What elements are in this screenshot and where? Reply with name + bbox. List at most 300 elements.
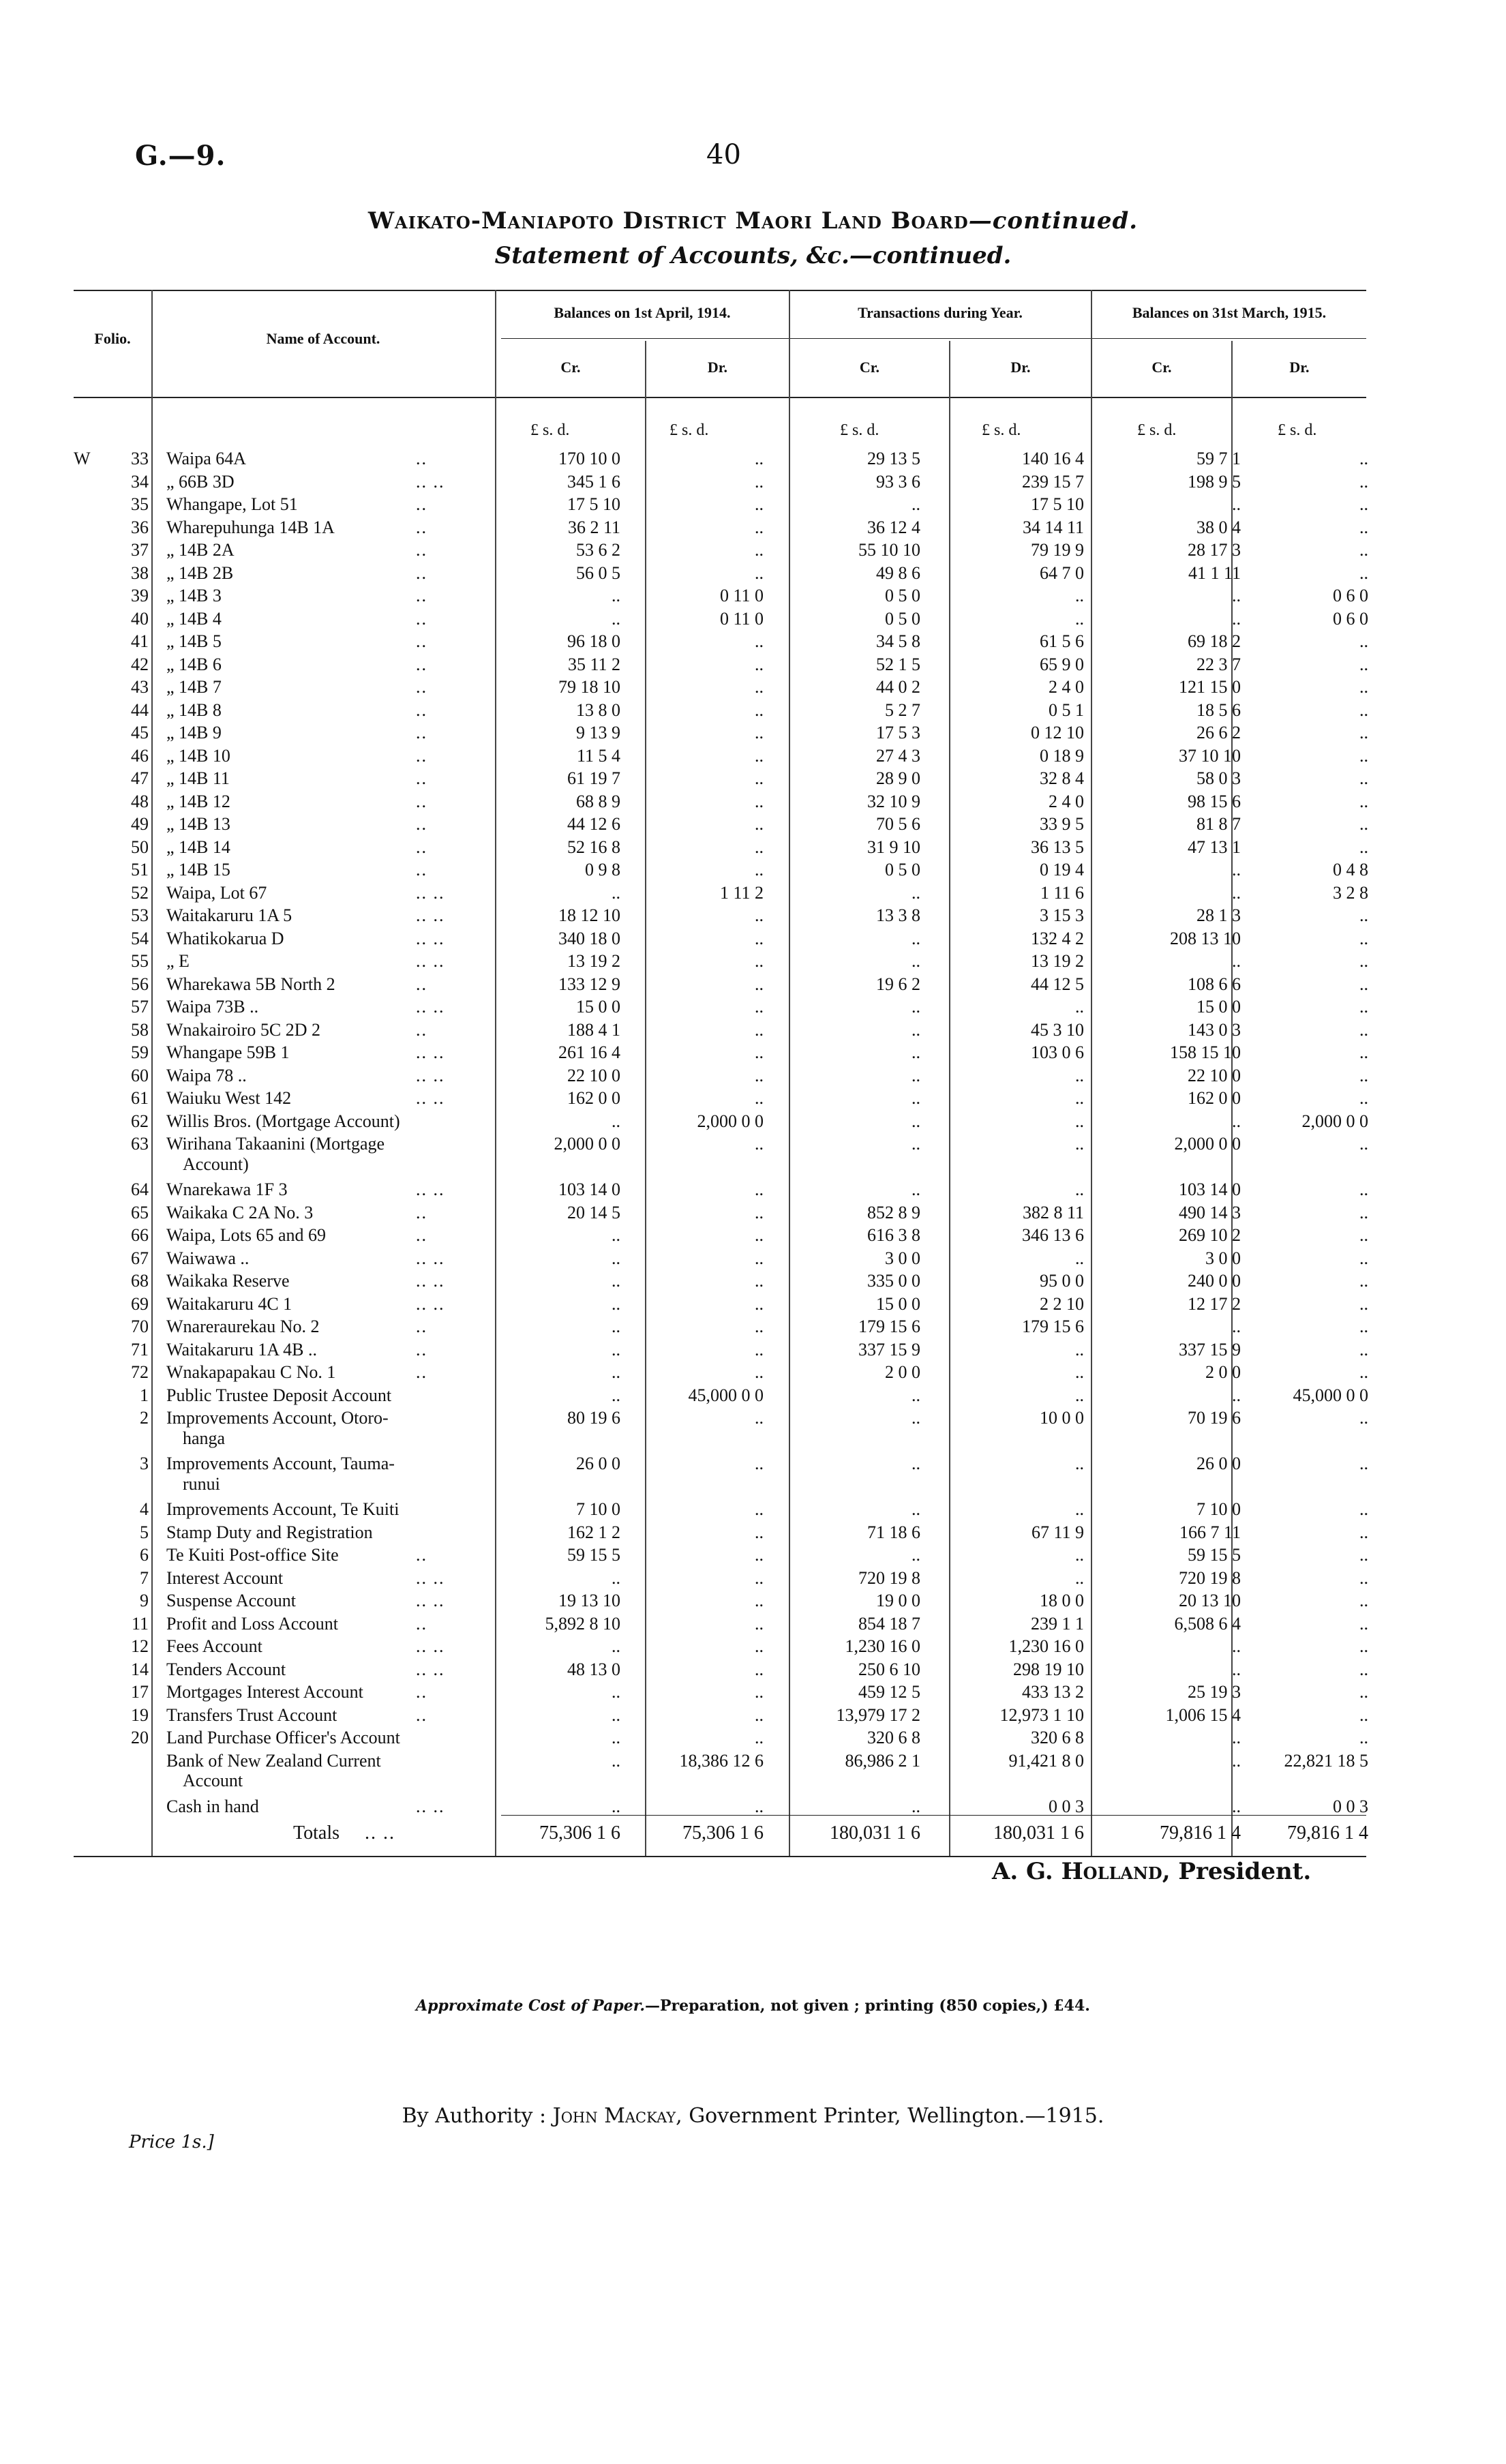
cost-note-label: Approximate Cost of Paper. [416, 1997, 645, 2015]
trans-cr: .. [912, 1454, 920, 1473]
bal-1914-dr: .. [755, 791, 764, 811]
account-name: Te Kuiti Post-office Site [166, 1545, 339, 1565]
bal-1914-cr: 162 0 0 [567, 1088, 620, 1108]
bal-1914-dr: .. [755, 494, 764, 514]
bal-1914-dr: .. [755, 654, 764, 674]
account-name: Wnarekawa 1F 3 [166, 1180, 288, 1199]
bal-1914-cr: 35 11 2 [567, 654, 620, 674]
bal-1914-cr: .. [612, 1636, 620, 1656]
bal-1915-cr: .. [1232, 1111, 1241, 1131]
folio-number: 52 [131, 882, 149, 903]
account-name: „ 14B 4 [166, 608, 222, 629]
bal-1915-cr: 2 0 0 [1205, 1362, 1241, 1382]
title-main: Waikato-Maniapoto District Maori Land Board [367, 207, 969, 235]
units-1915-dr: £ s. d. [1278, 421, 1317, 439]
folio-number: 11 [131, 1613, 149, 1634]
table-row [0, 470, 1506, 493]
trans-cr: .. [912, 951, 920, 971]
cost-note [0, 1997, 1506, 2015]
bal-1915-cr: 25 19 3 [1188, 1682, 1241, 1702]
bal-1915-dr: 0 6 0 [1333, 608, 1368, 629]
folio-number: 9 [140, 1591, 149, 1610]
bal-1914-dr: .. [755, 677, 764, 697]
table-row [0, 927, 1506, 950]
trans-dr: 346 13 6 [1022, 1225, 1084, 1245]
bal-1915-dr: .. [1359, 1202, 1368, 1222]
leader-dots: .. [416, 608, 427, 629]
trans-cr: 15 0 0 [876, 1293, 920, 1314]
bal-1915-dr: .. [1359, 745, 1368, 766]
account-name: Waikaka Reserve [166, 1271, 290, 1291]
table-row [0, 836, 1506, 858]
table-row [0, 1132, 1506, 1155]
table-row [0, 767, 1506, 790]
trans-cr: .. [912, 882, 920, 903]
trans-cr: 13,979 17 2 [836, 1704, 920, 1725]
bal-1915-cr: 12 17 2 [1188, 1293, 1241, 1314]
trans-dr: 2 2 10 [1040, 1293, 1084, 1314]
bal-1914-dr: .. [755, 1728, 764, 1747]
bal-1914-cr: 52 16 8 [567, 837, 620, 857]
trans-dr: 1,230 16 0 [1008, 1636, 1084, 1656]
table-row [0, 676, 1506, 698]
bal-1915-dr: .. [1359, 700, 1368, 720]
folio-number: 70 [131, 1317, 149, 1336]
table-bottom-rule [74, 1856, 1366, 1857]
leader-dots: .. .. [416, 471, 445, 492]
table-row [0, 630, 1506, 652]
bal-1915-dr: .. [1359, 562, 1368, 583]
bal-1915-dr: .. [1359, 928, 1368, 948]
bal-1915-cr: 70 19 6 [1188, 1408, 1241, 1428]
trans-dr: 1 11 6 [1040, 882, 1084, 903]
trans-cr: 335 0 0 [867, 1271, 920, 1291]
account-name: Wnakapapakau C No. 1 [166, 1362, 336, 1382]
bal-1915-cr: .. [1232, 608, 1241, 629]
leader-dots: .. [416, 745, 427, 766]
bal-1914-cr: 5,892 8 10 [545, 1613, 620, 1634]
bal-1914-cr: 68 8 9 [576, 791, 620, 811]
folio-number: 7 [140, 1567, 149, 1588]
leader-dots: .. .. [416, 1042, 445, 1062]
bal-1914-dr: .. [755, 1454, 764, 1473]
folio-number: 49 [131, 814, 149, 834]
folio-number: 47 [131, 768, 149, 788]
bal-1914-cr: .. [612, 1225, 620, 1245]
account-name: „ 14B 12 [166, 791, 230, 811]
bal-1914-dr: .. [755, 1591, 764, 1610]
account-name: Wnareraurekau No. 2 [166, 1317, 320, 1336]
trans-dr: 67 11 9 [1031, 1522, 1084, 1542]
account-name: Waitakaruru 1A 5 [166, 905, 292, 925]
trans-cr: 70 5 6 [876, 814, 920, 834]
bal-1914-cr: 36 2 11 [567, 517, 620, 537]
printer-authority [0, 2104, 1506, 2128]
bal-1915-cr: 22 10 0 [1188, 1065, 1241, 1085]
folio-number: 2 [140, 1408, 149, 1428]
trans-cr: .. [912, 1042, 920, 1062]
bal-1915-cr: .. [1232, 1796, 1241, 1816]
bal-1914-cr: 61 19 7 [567, 768, 620, 788]
bal-1915-cr: 198 9 5 [1188, 471, 1241, 492]
trans-dr: 179 15 6 [1022, 1317, 1084, 1336]
bal-1915-dr: .. [1359, 1065, 1368, 1085]
leader-dots: .. [416, 1682, 427, 1702]
bal-1915-dr: .. [1359, 1545, 1368, 1565]
folio-number: 69 [131, 1293, 149, 1314]
bal-1914-dr: 1 11 2 [719, 882, 764, 903]
total-1915-dr: 79,816 1 4 [1287, 1822, 1368, 1844]
bal-1914-cr: 15 0 0 [576, 997, 620, 1017]
totals-row [0, 1822, 1506, 1844]
bal-1914-cr: 345 1 6 [567, 471, 620, 492]
folio-number: 3 [140, 1454, 149, 1473]
trans-cr: 28 9 0 [876, 768, 920, 788]
totals-label: Totals [293, 1822, 340, 1844]
trans-cr: .. [912, 1499, 920, 1519]
signature-name: Holland [1061, 1858, 1162, 1885]
bal-1915-dr: .. [1359, 1659, 1368, 1679]
leader-dots: .. [416, 1317, 427, 1336]
table-row-continuation [0, 1769, 1506, 1792]
bal-1915-dr: .. [1359, 974, 1368, 994]
bal-1915-cr: 240 0 0 [1188, 1271, 1241, 1291]
bal-1914-dr: .. [755, 951, 764, 971]
header-cr-1914: Cr. [560, 359, 581, 376]
folio-number: 36 [131, 517, 149, 537]
bal-1915-cr: 41 1 11 [1188, 562, 1241, 583]
bal-1914-dr: .. [755, 1796, 764, 1816]
header-cr-1915: Cr. [1151, 359, 1172, 376]
bal-1915-dr: .. [1359, 1019, 1368, 1040]
trans-cr: .. [912, 1134, 920, 1154]
trans-dr: .. [1075, 997, 1084, 1017]
account-name-continuation: Account [183, 1771, 243, 1790]
bal-1914-cr: .. [612, 608, 620, 629]
trans-cr: 27 4 3 [876, 745, 920, 766]
trans-cr: 2 0 0 [885, 1362, 920, 1382]
folio-number: 61 [131, 1088, 149, 1108]
account-name: Waitakaruru 4C 1 [166, 1293, 292, 1314]
leader-dots: .. [416, 1613, 427, 1634]
trans-cr: 320 6 8 [867, 1728, 920, 1747]
folio-number: 39 [131, 586, 149, 605]
folio-number: 46 [131, 745, 149, 766]
account-name: Waipa 73B .. [166, 997, 259, 1017]
trans-cr: 31 9 10 [867, 837, 920, 857]
bal-1914-dr: .. [755, 905, 764, 925]
folio-number: 72 [131, 1362, 149, 1382]
trans-dr: 103 0 6 [1031, 1042, 1084, 1062]
leader-dots: .. [416, 631, 427, 651]
signature [992, 1858, 1311, 1885]
table-row [0, 1315, 1506, 1338]
table-row [0, 882, 1506, 904]
bal-1914-dr: .. [755, 449, 764, 468]
header-folio: Folio. [94, 330, 131, 347]
bal-1915-cr: 269 10 2 [1179, 1225, 1241, 1245]
table-row [0, 1269, 1506, 1292]
folio-number: 57 [131, 997, 149, 1017]
trans-cr: .. [912, 1180, 920, 1199]
trans-dr: 140 16 4 [1022, 449, 1084, 468]
leader-dots: .. [416, 974, 427, 994]
trans-dr: 12,973 1 10 [999, 1704, 1084, 1725]
trans-cr: 34 5 8 [876, 631, 920, 651]
account-name: Wharepuhunga 14B 1A [166, 517, 335, 537]
table-row-continuation [0, 1153, 1506, 1175]
bal-1914-cr: 53 6 2 [576, 540, 620, 560]
table-row [0, 721, 1506, 744]
bal-1915-dr: .. [1359, 1682, 1368, 1702]
header-dr-1915: Dr. [1289, 359, 1310, 376]
leader-dots: .. [416, 562, 427, 583]
trans-cr: 55 10 10 [858, 540, 920, 560]
bal-1915-cr: 18 5 6 [1196, 700, 1241, 720]
bal-1915-dr: .. [1359, 1293, 1368, 1314]
trans-dr: 0 5 1 [1049, 700, 1084, 720]
folio-number: 54 [131, 928, 149, 948]
bal-1914-cr: 96 18 0 [567, 631, 620, 651]
trans-dr: .. [1075, 1088, 1084, 1108]
table-row [0, 1041, 1506, 1064]
bal-1914-dr: .. [755, 1567, 764, 1588]
table-row [0, 562, 1506, 584]
trans-dr: 10 0 0 [1040, 1408, 1084, 1428]
bal-1914-dr: .. [755, 1499, 764, 1519]
trans-cr: 3 0 0 [885, 1248, 920, 1268]
folio-prefix: W [74, 449, 91, 468]
units-1914-dr: £ s. d. [669, 421, 709, 439]
trans-cr: 13 3 8 [876, 905, 920, 925]
folio-number: 60 [131, 1065, 149, 1085]
leader-dots: .. [416, 723, 427, 742]
leader-dots: .. [416, 517, 427, 537]
title-suffix: —continued. [968, 207, 1139, 235]
folio-number: 42 [131, 654, 149, 674]
bal-1914-cr: 261 16 4 [558, 1042, 620, 1062]
bal-1915-dr: .. [1359, 1271, 1368, 1291]
table-row-continuation [0, 1473, 1506, 1495]
signature-title: , President. [1162, 1858, 1312, 1885]
table-row [0, 904, 1506, 927]
bal-1915-dr: .. [1359, 791, 1368, 811]
bal-1915-cr: .. [1232, 1317, 1241, 1336]
leader-dots: .. [416, 1339, 427, 1359]
bal-1914-cr: 22 10 0 [567, 1065, 620, 1085]
trans-dr: 17 5 10 [1031, 494, 1084, 514]
bal-1914-cr: .. [612, 1567, 620, 1588]
trans-dr: 298 19 10 [1013, 1659, 1084, 1679]
table-row [0, 1407, 1506, 1429]
bal-1914-cr: 18 12 10 [558, 905, 620, 925]
bal-1915-dr: 0 0 3 [1333, 1796, 1368, 1816]
trans-cr: 250 6 10 [858, 1659, 920, 1679]
account-name: Transfers Trust Account [166, 1704, 337, 1725]
bal-1915-dr: .. [1359, 1225, 1368, 1245]
bal-1915-cr: 20 13 10 [1179, 1591, 1241, 1610]
bal-1915-dr: .. [1359, 1704, 1368, 1725]
bal-1915-dr: .. [1359, 1728, 1368, 1747]
bal-1914-dr: .. [755, 562, 764, 583]
account-name: Tenders Account [166, 1659, 286, 1679]
table-row [0, 516, 1506, 539]
trans-cr: 852 8 9 [867, 1202, 920, 1222]
folio-number: 37 [131, 540, 149, 560]
bal-1914-dr: 2,000 0 0 [697, 1111, 764, 1131]
bal-1915-dr: .. [1359, 1591, 1368, 1610]
authority-printer: John Mackay [552, 2104, 676, 2128]
leader-dots: .. [416, 540, 427, 560]
folio-number: 38 [131, 562, 149, 583]
bal-1915-dr: .. [1359, 540, 1368, 560]
table-row [0, 584, 1506, 607]
bal-1915-dr: .. [1359, 631, 1368, 651]
trans-dr: 44 12 5 [1031, 974, 1084, 994]
total-1915-cr: 79,816 1 4 [1160, 1822, 1241, 1844]
bal-1914-dr: .. [755, 814, 764, 834]
account-name: Waipa, Lots 65 and 69 [166, 1225, 327, 1245]
bal-1914-dr: 18,386 12 6 [679, 1750, 764, 1771]
folio-number: 20 [131, 1728, 149, 1747]
bal-1914-dr: .. [755, 1088, 764, 1108]
trans-dr: 18 0 0 [1040, 1591, 1084, 1610]
trans-dr: 320 6 8 [1031, 1728, 1084, 1747]
bal-1915-dr: .. [1359, 723, 1368, 742]
bal-1914-dr: .. [755, 1248, 764, 1268]
account-name: Public Trustee Deposit Account [166, 1385, 392, 1405]
table-row-continuation [0, 1427, 1506, 1449]
bal-1914-cr: 9 13 9 [576, 723, 620, 742]
account-name: Improvements Account, Otoro- [166, 1408, 389, 1428]
bal-1915-cr: 2,000 0 0 [1174, 1134, 1241, 1154]
account-name: „ 14B 14 [166, 837, 230, 857]
trans-cr: 459 12 5 [858, 1682, 920, 1702]
account-name: „ 14B 2B [166, 562, 234, 583]
account-name: „ 14B 9 [166, 723, 222, 742]
bal-1915-cr: .. [1232, 1659, 1241, 1679]
account-name: „ 14B 11 [166, 768, 230, 788]
bal-1914-dr: .. [755, 745, 764, 766]
bal-1914-dr: .. [755, 723, 764, 742]
table-row [0, 790, 1506, 813]
account-name: Waiwawa .. [166, 1248, 250, 1268]
bal-1915-dr: .. [1359, 677, 1368, 697]
folio-number: 35 [131, 494, 149, 514]
table-row [0, 1019, 1506, 1041]
leader-dots: .. [416, 1225, 427, 1245]
folio-number: 71 [131, 1339, 149, 1359]
bal-1914-dr: .. [755, 1317, 764, 1336]
trans-dr: 64 7 0 [1040, 562, 1084, 583]
folio-number: 53 [131, 905, 149, 925]
account-name: Whatikokarua D [166, 928, 284, 948]
bal-1915-dr: .. [1359, 837, 1368, 857]
folio-number: 14 [131, 1659, 149, 1679]
account-name: Bank of New Zealand Current [166, 1750, 381, 1771]
totals-dots: .. .. [365, 1822, 395, 1844]
bal-1915-dr: .. [1359, 951, 1368, 971]
table-row [0, 653, 1506, 676]
bal-1914-cr: 13 8 0 [576, 700, 620, 720]
trans-cr: 49 8 6 [876, 562, 920, 583]
bal-1915-cr: 98 15 6 [1188, 791, 1241, 811]
table-row [0, 493, 1506, 515]
bal-1915-cr: .. [1232, 1636, 1241, 1656]
trans-cr: .. [912, 997, 920, 1017]
bal-1914-cr: 11 5 4 [576, 745, 620, 766]
leader-dots: .. [416, 654, 427, 674]
bal-1914-cr: .. [612, 1248, 620, 1268]
account-name-continuation: hanga [183, 1428, 226, 1448]
folio-number: 59 [131, 1042, 149, 1062]
trans-dr: .. [1075, 1454, 1084, 1473]
bal-1915-cr: 7 10 0 [1196, 1499, 1241, 1519]
bal-1914-cr: .. [612, 882, 620, 903]
folio-number: 58 [131, 1019, 149, 1040]
cost-note-text: —Preparation, not given ; printing (850 copies,) £44. [644, 1997, 1090, 2015]
account-name: „ 14B 3 [166, 586, 222, 605]
folio-number: 41 [131, 631, 149, 651]
table-row [0, 1361, 1506, 1383]
folio-number: 45 [131, 723, 149, 742]
folio-number: 43 [131, 677, 149, 697]
total-trans-dr: 180,031 1 6 [993, 1822, 1084, 1844]
account-name: Waikaka C 2A No. 3 [166, 1202, 314, 1222]
table-row [0, 607, 1506, 630]
table-row [0, 1384, 1506, 1407]
bal-1914-cr: 80 19 6 [567, 1408, 620, 1428]
trans-dr: 36 13 5 [1031, 837, 1084, 857]
folio-number: 34 [131, 471, 149, 492]
account-name: „ 14B 5 [166, 631, 222, 651]
bal-1915-dr: .. [1359, 768, 1368, 788]
bal-1914-dr: .. [755, 1408, 764, 1428]
bal-1915-dr: .. [1359, 1636, 1368, 1656]
table-row [0, 539, 1506, 561]
header-balances-1915: Balances on 31st March, 1915. [1132, 304, 1327, 321]
bal-1914-dr: .. [755, 768, 764, 788]
table-row [0, 1293, 1506, 1315]
bal-1915-dr: 22,821 18 5 [1284, 1750, 1368, 1771]
trans-dr: .. [1075, 608, 1084, 629]
bal-1914-dr: .. [755, 471, 764, 492]
leader-dots: .. [416, 494, 427, 514]
bal-1915-cr: 166 7 11 [1179, 1522, 1241, 1542]
account-name-continuation: Account) [183, 1154, 249, 1174]
trans-dr: .. [1075, 1134, 1084, 1154]
trans-cr: 19 0 0 [876, 1591, 920, 1610]
trans-cr: 36 12 4 [867, 517, 920, 537]
bal-1914-cr: .. [612, 1682, 620, 1702]
table-row [0, 995, 1506, 1018]
bal-1914-dr: .. [755, 1065, 764, 1085]
folio-number: 44 [131, 700, 149, 720]
bal-1915-cr: 15 0 0 [1196, 997, 1241, 1017]
folio-number: 33 [131, 449, 149, 468]
bal-1915-dr: .. [1359, 1317, 1368, 1336]
account-name: Whangape 59B 1 [166, 1042, 290, 1062]
table-row [0, 1726, 1506, 1749]
table-subheader-rule [501, 338, 1366, 339]
bal-1914-dr: 45,000 0 0 [688, 1385, 764, 1405]
trans-dr: 33 9 5 [1040, 814, 1084, 834]
leader-dots: .. [416, 860, 427, 880]
account-name: Waiuku West 142 [166, 1088, 292, 1108]
bal-1915-cr: 143 0 3 [1188, 1019, 1241, 1040]
table-row [0, 699, 1506, 721]
account-name: Wirihana Takaanini (Mortgage [166, 1134, 385, 1154]
